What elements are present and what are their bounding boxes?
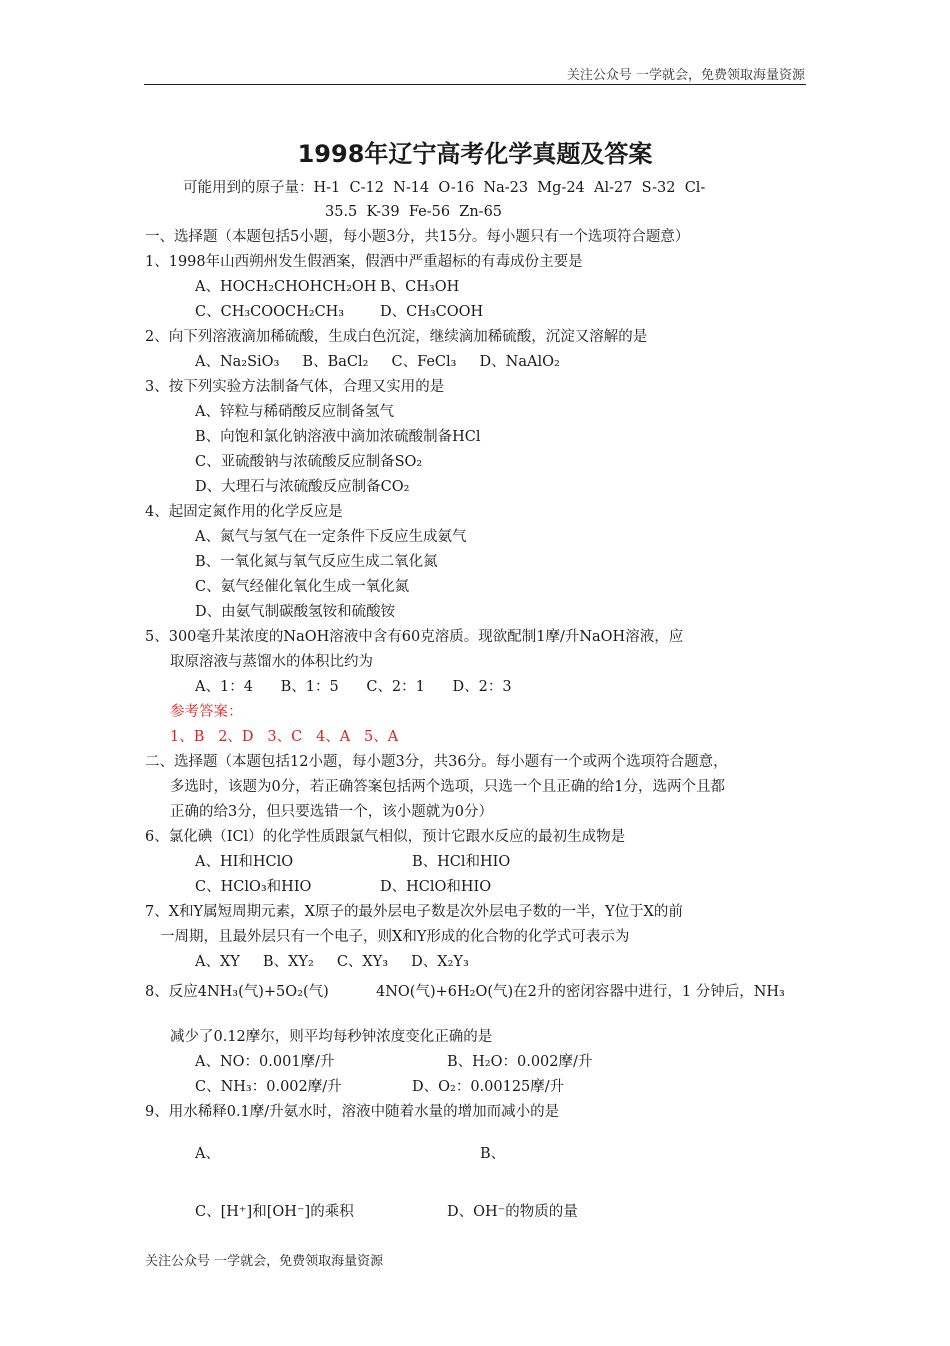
- atomic-masses-line-2: 35.5 K-39 Fe-56 Zn-65: [325, 204, 503, 220]
- q5-options: A、1：4 B、1：5 C、2：1 D、2：3: [195, 679, 512, 695]
- q1-option-c: C、CH₃COOCH₂CH₃: [195, 304, 345, 320]
- q8-option-c: C、NH₃：0.002摩/升: [195, 1079, 342, 1095]
- q3-option-a: A、锌粒与稀硝酸反应制备氢气: [195, 404, 394, 420]
- q7-options: A、XY B、XY₂ C、XY₃ D、X₂Y₃: [195, 954, 469, 970]
- q6-option-d: D、HClO和HIO: [380, 879, 492, 895]
- q2-options: A、Na₂SiO₃ B、BaCl₂ C、FeCl₃ D、NaAlO₂: [195, 354, 560, 370]
- q6-option-b: B、HCl和HIO: [412, 854, 511, 870]
- page-title: 1998年辽宁高考化学真题及答案: [297, 140, 653, 168]
- q6-stem: 6、氯化碘（ICl）的化学性质跟氯气相似，预计它跟水反应的最初生成物是: [145, 829, 626, 845]
- q8-option-a: A、NO：0.001摩/升: [195, 1054, 335, 1070]
- q9-stem: 9、用水稀释0.1摩/升氨水时，溶液中随着水量的增加而减小的是: [145, 1104, 560, 1120]
- section1-heading: 一、选择题（本题包括5小题，每小题3分，共15分。每小题只有一个选项符合题意）: [145, 229, 690, 245]
- q3-stem: 3、按下列实验方法制备气体，合理又实用的是: [145, 379, 445, 395]
- q1-option-a: A、HOCH₂CHOHCH₂OH: [195, 279, 377, 295]
- section2-heading-line-1: 二、选择题（本题包括12小题，每小题3分，共36分。每小题有一个或两个选项符合题意，: [145, 754, 728, 770]
- q9-option-d: D、OH⁻的物质的量: [447, 1204, 578, 1220]
- q4-option-d: D、由氨气制碳酸氢铵和硫酸铵: [195, 604, 396, 620]
- q4-stem: 4、起固定氮作用的化学反应是: [145, 504, 343, 520]
- page-header-text: 关注公众号 一学就会，免费领取海量资源: [566, 68, 805, 83]
- q8-stem-part-1: 8、反应4NH₃(气)+5O₂(气): [145, 984, 329, 1000]
- q4-option-b: B、一氧化氮与氧气反应生成二氧化氮: [195, 554, 438, 570]
- q6-option-c: C、HClO₃和HIO: [195, 879, 312, 895]
- q8-stem-line-2: 减少了0.12摩尔，则平均每秒钟浓度变化正确的是: [170, 1029, 493, 1045]
- answer-label: 参考答案：: [170, 704, 243, 720]
- q3-option-b: B、向饱和氯化钠溶液中滴加浓硫酸制备HCl: [195, 429, 481, 445]
- q9-option-c: C、[H⁺]和[OH⁻]的乘积: [195, 1204, 354, 1220]
- atomic-masses-line-1: 可能用到的原子量：H-1 C-12 N-14 O-16 Na-23 Mg-24 Al-27 S-32 Cl-: [183, 180, 706, 196]
- q4-option-a: A、氮气与氢气在一定条件下反应生成氨气: [195, 529, 467, 545]
- q8-option-b: B、H₂O：0.002摩/升: [447, 1054, 593, 1070]
- q2-stem: 2、向下列溶液滴加稀硫酸，生成白色沉淀，继续滴加稀硫酸，沉淀又溶解的是: [145, 329, 648, 345]
- section2-heading-line-3: 正确的给3分，但只要选错一个，该小题就为0分）: [170, 804, 493, 820]
- q5-stem-line-1: 5、300毫升某浓度的NaOH溶液中含有60克溶质。现欲配制1摩/升NaOH溶液，应: [145, 629, 684, 645]
- q6-option-a: A、HI和HClO: [195, 854, 294, 870]
- q9-option-b: B、: [480, 1146, 506, 1162]
- q9-option-a: A、: [195, 1146, 220, 1162]
- answers-line: 1、B 2、D 3、C 4、A 5、A: [170, 729, 399, 745]
- header-divider: [144, 84, 806, 85]
- q8-stem-part-2: 4NO(气)+6H₂O(气)在2升的密闭容器中进行，1 分钟后，NH₃: [376, 984, 785, 1000]
- section2-heading-line-2: 多选时，该题为0分，若正确答案包括两个选项，只选一个且正确的给1分，选两个且都: [170, 779, 725, 795]
- q1-option-d: D、CH₃COOH: [380, 304, 484, 320]
- page-footer-text: 关注公众号 一学就会，免费领取海量资源: [145, 1254, 384, 1269]
- q7-stem-line-2: 一周期，且最外层只有一个电子，则X和Y形成的化合物的化学式可表示为: [160, 929, 630, 945]
- q8-option-d: D、O₂：0.00125摩/升: [412, 1079, 565, 1095]
- q7-stem-line-1: 7、X和Y属短周期元素，X原子的最外层电子数是次外层电子数的一半，Y位于X的前: [145, 904, 683, 920]
- q1-stem: 1、1998年山西朔州发生假酒案，假酒中严重超标的有毒成份主要是: [145, 254, 583, 270]
- q5-stem-line-2: 取原溶液与蒸馏水的体积比约为: [170, 654, 373, 670]
- q1-option-b: B、CH₃OH: [380, 279, 460, 295]
- q3-option-d: D、大理石与浓硫酸反应制备CO₂: [195, 479, 410, 495]
- q3-option-c: C、亚硫酸钠与浓硫酸反应制备SO₂: [195, 454, 423, 470]
- q4-option-c: C、氨气经催化氧化生成一氧化氮: [195, 579, 410, 595]
